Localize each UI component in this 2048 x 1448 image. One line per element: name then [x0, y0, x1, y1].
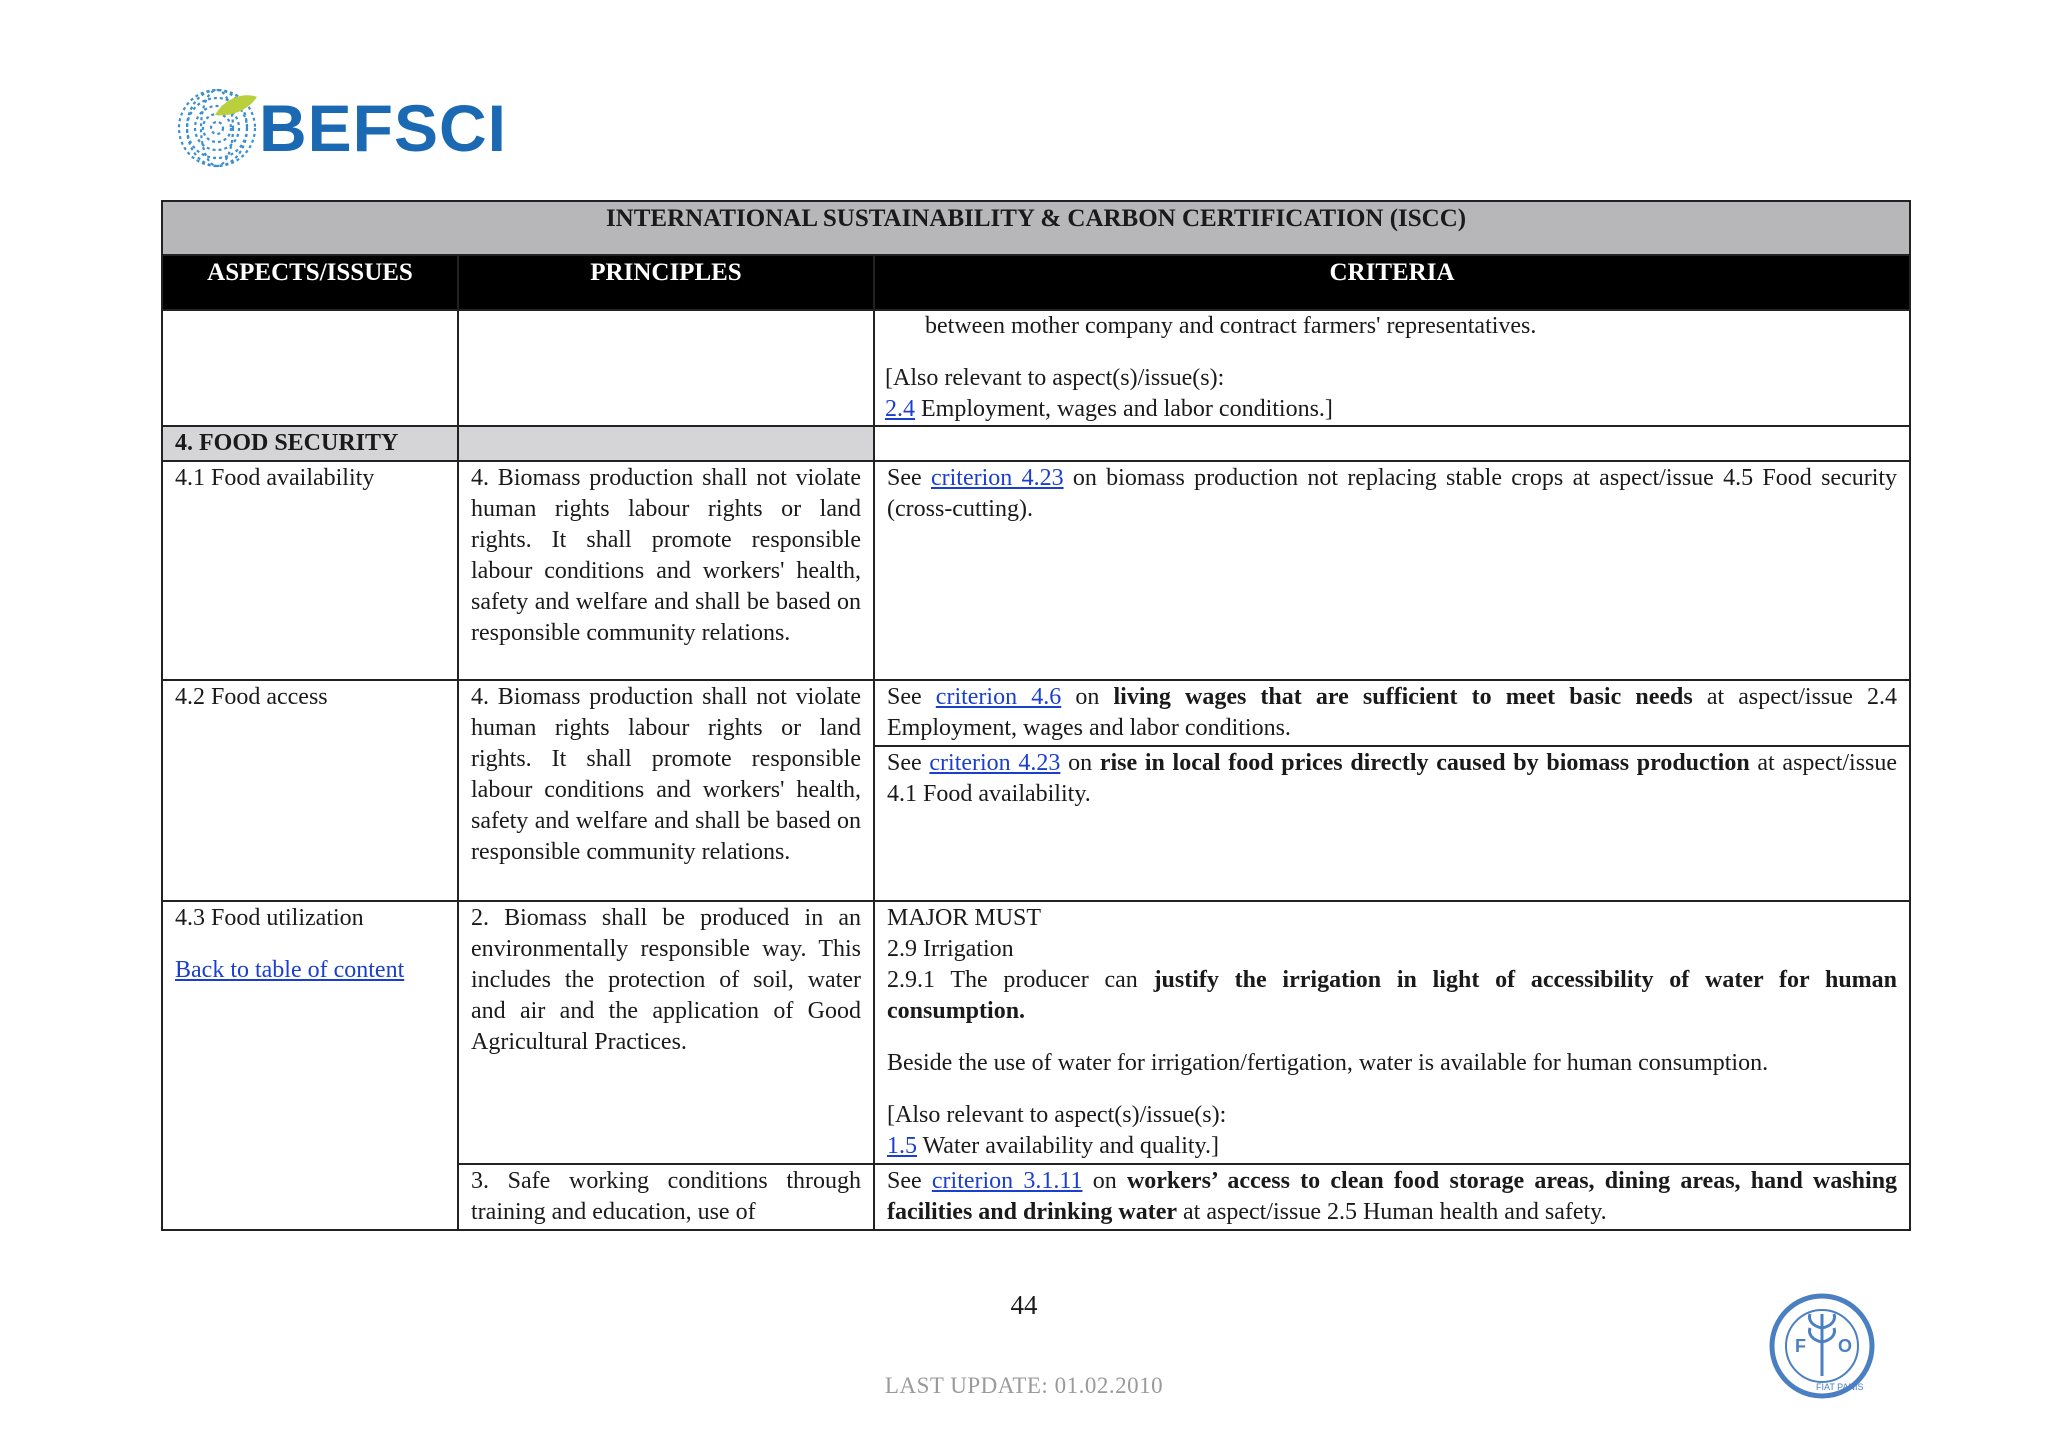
- criteria-cell-continued: [874, 310, 1910, 426]
- criteria-cell: [874, 901, 1910, 1164]
- last-update: LAST UPDATE: 01.02.2010: [884, 1373, 1164, 1398]
- aspect-label: 4.3 Food utilization: [175, 905, 364, 931]
- table-header-row: [162, 255, 1910, 310]
- table-row-4-3a: [162, 901, 1910, 1164]
- column-header-criteria: CRITERIA: [874, 255, 1910, 310]
- befsci-logo: [175, 85, 508, 171]
- back-to-toc-link[interactable]: Back to table of content: [175, 957, 405, 983]
- table-row-4-1: [162, 461, 1910, 680]
- also-relevant-line: [885, 394, 1899, 425]
- also-relevant-rest: Employment, wages and labor conditions.]: [915, 396, 1333, 422]
- svg-text:F: F: [1795, 1336, 1806, 1356]
- principle-cell: 4. Biomass production shall not violate human rights labour rights or land rights. It shall promote responsible labour conditions and workers' health, safety and welfare and shall be based on responsible community relations.: [458, 461, 874, 680]
- link-aspect-2-4[interactable]: 2.4: [885, 396, 915, 422]
- page-number: 44: [1010, 1290, 1038, 1320]
- also-relevant-intro: [Also relevant to aspect(s)/issue(s):: [887, 1102, 1227, 1128]
- section-cell-empty: [458, 426, 874, 461]
- principle-cell: 3. Safe working conditions through training and education, use of: [458, 1164, 874, 1230]
- principle-cell-empty: [458, 310, 874, 426]
- criteria-cell: See criterion 4.23 on rise in local food prices directly caused by biomass production at aspect/issue 4.1 Food availability.: [874, 746, 1910, 901]
- globe-icon: [175, 85, 259, 171]
- logo-wordmark: BEFSCI: [259, 91, 508, 165]
- fao-logo: [1768, 1292, 1876, 1400]
- column-header-principles: PRINCIPLES: [458, 255, 874, 310]
- link-aspect-1-5[interactable]: 1.5: [887, 1133, 917, 1159]
- column-header-aspects: ASPECTS/ISSUES: [162, 255, 458, 310]
- table-row-4-2a: [162, 680, 1910, 746]
- criterion-2-9: 2.9 Irrigation: [887, 936, 1014, 962]
- aspect-food-access: 4.2 Food access: [162, 680, 458, 901]
- principle-cell: 2. Biomass shall be produced in an environmentally responsible way. This includes the protection of soil, water and air and the application of Good Agricultural Practices.: [458, 901, 874, 1164]
- fao-emblem-icon: [1768, 1292, 1876, 1400]
- svg-text:O: O: [1838, 1336, 1853, 1356]
- section-title: 4. FOOD SECURITY: [162, 426, 458, 461]
- back-link-line: [175, 955, 445, 986]
- aspect-cell-empty: [162, 310, 458, 426]
- criteria-continued-text: between mother company and contract farmers' representatives.: [925, 313, 1537, 339]
- criteria-cell: See criterion 4.23 on biomass production not replacing stable crops at aspect/issue 4.5 Food security (cross-cutting).: [874, 461, 1910, 680]
- criteria-cell: See criterion 3.1.11 on workers’ access to clean food storage areas, dining areas, hand washing facilities and drinking water at aspect/issue 2.5 Human health and safety.: [874, 1164, 1910, 1230]
- major-must: MAJOR MUST: [887, 905, 1042, 931]
- section-row-food-security: [162, 426, 1910, 461]
- link-criterion-4-23[interactable]: criterion 4.23: [929, 750, 1061, 776]
- also-relevant-intro: [Also relevant to aspect(s)/issue(s):: [885, 365, 1225, 391]
- criterion-2-9-1: 2.9.1 The producer can justify the irrigation in light of accessibility of water for human consumption.: [887, 967, 1898, 1024]
- link-criterion-4-6[interactable]: criterion 4.6: [935, 684, 1062, 710]
- criteria-cell: See criterion 4.6 on living wages that are sufficient to meet basic needs at aspect/issue 2.4 Employment, wages and labor conditions.: [874, 680, 1910, 746]
- link-criterion-3-1-11[interactable]: criterion 3.1.11: [931, 1168, 1083, 1194]
- aspect-food-utilization: [162, 901, 458, 1230]
- iscc-table: [161, 200, 1911, 1231]
- section-criteria-empty: [874, 426, 1910, 461]
- beside-text: Beside the use of water for irrigation/fertigation, water is available for human consumption.: [887, 1050, 1769, 1076]
- link-criterion-4-23[interactable]: criterion 4.23: [930, 465, 1064, 491]
- table-row-continued: [162, 310, 1910, 426]
- table-title-row: [162, 201, 1910, 255]
- svg-text:FIAT PANIS: FIAT PANIS: [1816, 1382, 1864, 1392]
- also-relevant-line: 1.5 Water availability and quality.]: [887, 1133, 1219, 1159]
- principle-cell: 4. Biomass production shall not violate human rights labour rights or land rights. It shall promote responsible labour conditions and workers' health, safety and welfare and shall be based on responsible community relations.: [458, 680, 874, 901]
- aspect-food-availability: 4.1 Food availability: [162, 461, 458, 680]
- table-title: INTERNATIONAL SUSTAINABILITY & CARBON CERTIFICATION (ISCC): [162, 201, 1910, 255]
